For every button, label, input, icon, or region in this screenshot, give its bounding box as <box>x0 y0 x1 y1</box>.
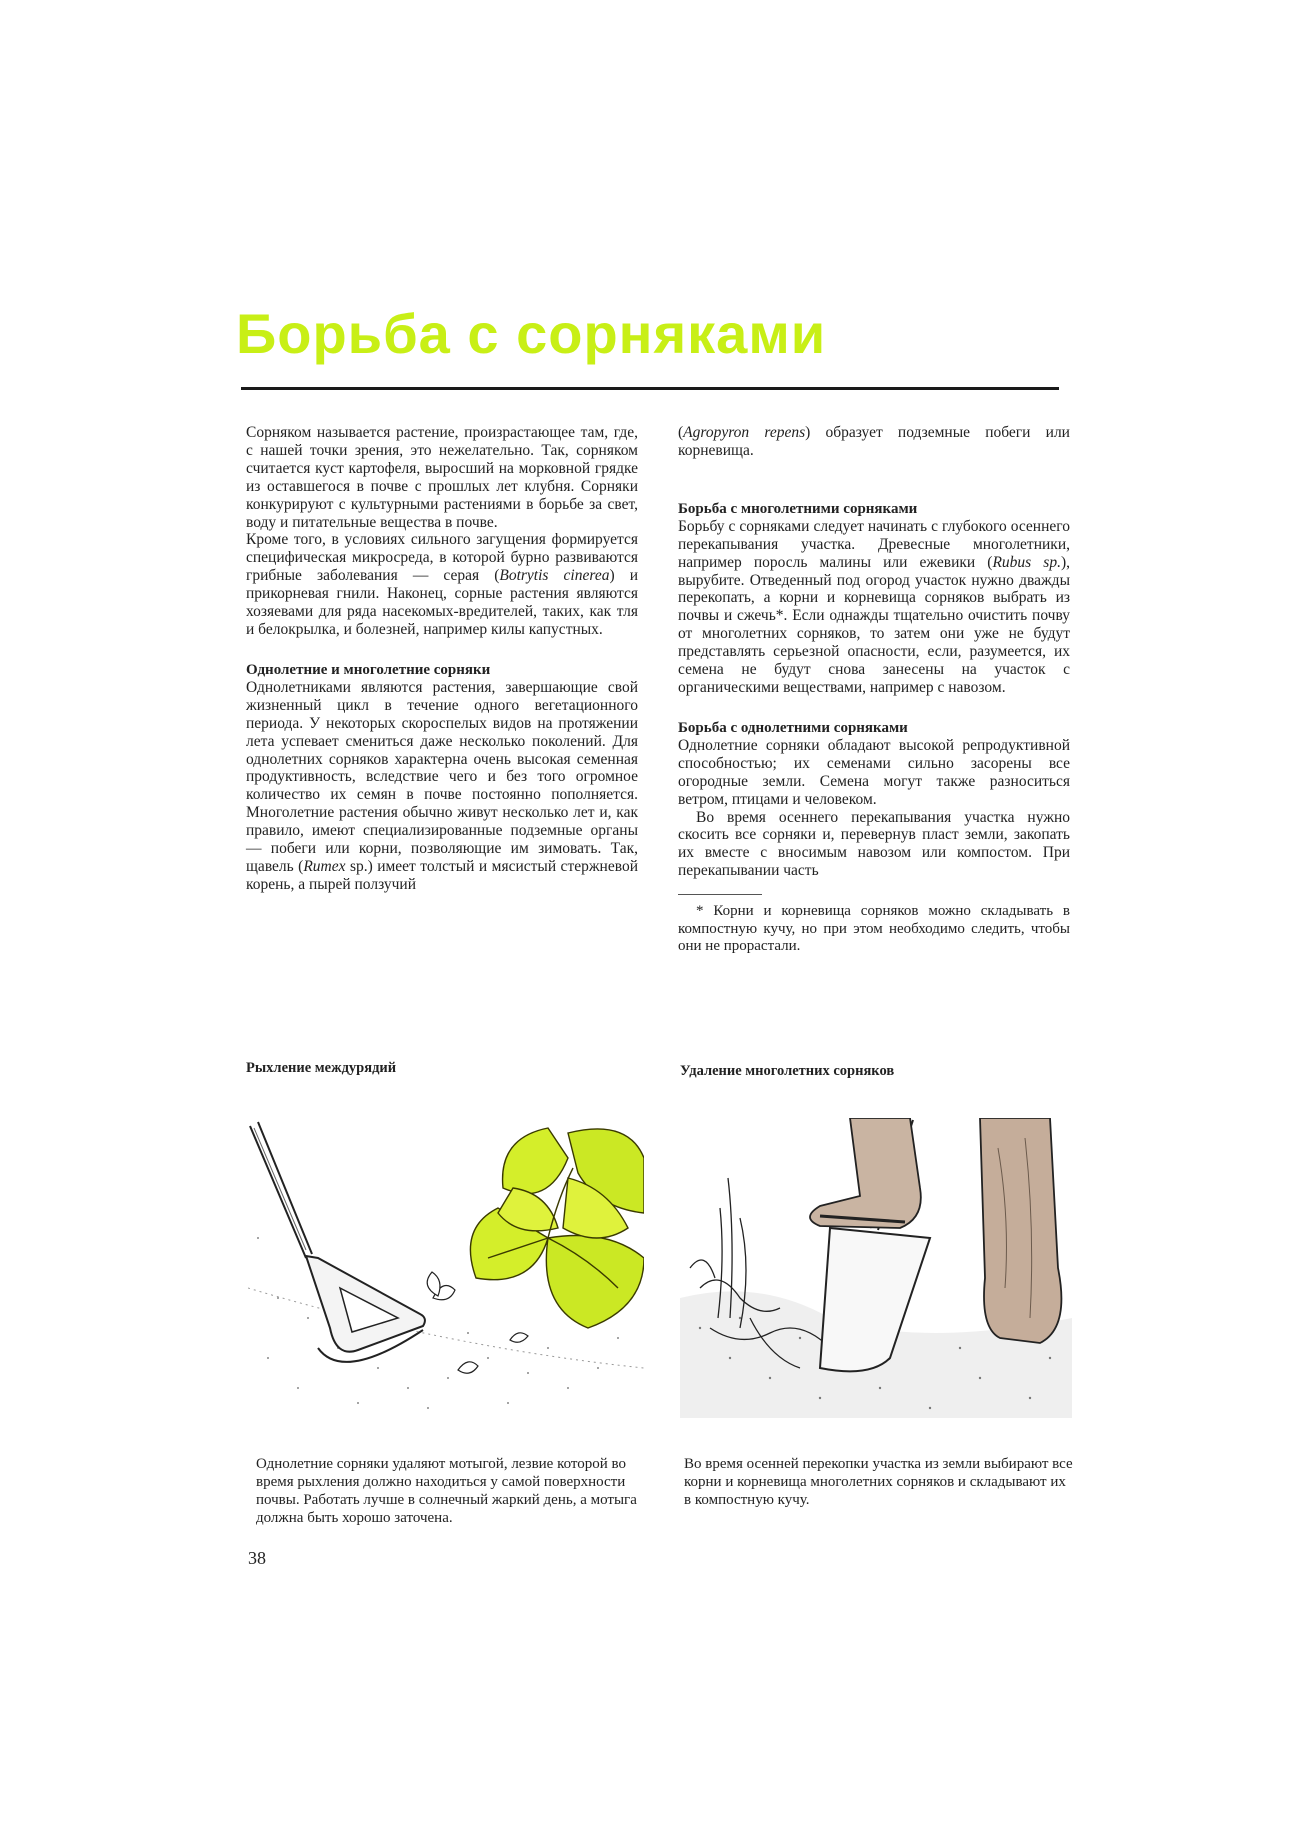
paragraph: Сорняком называется растение, произрастающее там, где, с нашей точки зрения, это нежелательно. Так, сорняком считается куст картофеля, выросший на морковной грядке из оставшегося в почве с прошлых лет клубня. Сорняки конкурируют с культурными растениями в борьбе за свет, воду и питательные вещества в почве. <box>246 424 638 531</box>
paragraph: (Agropyron repens) образует подземные побеги или корневища. <box>678 424 1070 459</box>
hoe-and-weeds-illustration-svg <box>248 1118 644 1418</box>
paragraph: Однолетние сорняки обладают высокой репродуктивной способностью; их семенами сильно засорены все огородные земли. Семена могут также разноситься ветром, птицами и человеком. <box>678 736 1070 808</box>
figure-title-left: Рыхление междурядий <box>246 1060 397 1076</box>
title-rule <box>241 387 1059 390</box>
figure-title-right: Удаление многолетних сорняков <box>680 1063 895 1079</box>
section-heading: Борьба с однолетними сорняками <box>678 719 908 736</box>
left-column <box>246 424 638 894</box>
section-heading: Борьба с многолетними сорняками <box>678 500 918 517</box>
boot-and-spade-illustration <box>680 1118 1072 1418</box>
paragraph: Борьбу с сорняками следует начинать с глубокого осеннего перекапывания участка. Древесные многолетники, например поросль малины или ежевики (Rubus sp.), вырубите. Отведенный под огород участок нужно дважды перекопать, а корни и корневища сорняков выбрать из почвы и сжечь*. Если однажды тщательно очистить почву от многолетних сорняков, то затем они уже не будут представлять серьезной опасности, если, разумеется, их семена не будут снова занесены на участок с органическими веществами, например с навозом. <box>678 517 1070 696</box>
hoe-and-weeds-illustration <box>248 1118 644 1418</box>
section-heading: Однолетние и многолетние сорняки <box>246 661 491 678</box>
footnote: * Корни и корневища сорняков можно складывать в компостную кучу, но при этом необходимо следить, чтобы они не прорастали. <box>678 903 1070 955</box>
boot-and-spade-illustration-svg <box>680 1118 1072 1418</box>
footnote-rule <box>678 894 762 895</box>
paragraph: Во время осеннего перекапывания участка нужно скосить все сорняки и, перевернув пласт земли, закопать их вместе с вносимым навозом или компостом. При перекапывании часть <box>678 808 1070 880</box>
figure-caption-right: Во время осенней перекопки участка из земли выбирают все корни и корневища многолетних сорняков и складывают их в компостную кучу. <box>684 1456 1073 1508</box>
figure-caption-left: Однолетние сорняки удаляют мотыгой, лезвие которой во время рыхления должно находиться у самой поверхности почвы. Работать лучше в солнечный жаркий день, а мотыга должна быть хорошо заточена. <box>256 1456 637 1526</box>
page-number: 38 <box>248 1548 266 1568</box>
paragraph: Однолетниками являются растения, завершающие свой жизненный цикл в течение одного вегетационного периода. У некоторых скороспелых видов на протяжении лета успевает смениться даже несколько поколений. Для однолетних сорняков характерна очень высокая семенная продуктивность, вследствие чего и без того огромное количество их семян в почве постоянно пополняется. Многолетние растения обычно живут несколько лет и, как правило, имеют специализированные подземные органы — побеги или корни, позволяющие им зимовать. Так, щавель (Rumex sp.) имеет толстый и мясистый стержневой корень, а пырей ползучий <box>246 678 638 893</box>
page-title: Борьба с сорняками <box>236 302 827 365</box>
right-column <box>678 424 1070 956</box>
paragraph: Кроме того, в условиях сильного загущения формируется специфическая микросреда, в которой бурно развиваются грибные заболевания — серая (Botrytis cinerea) и прикорневая гнили. Наконец, сорные растения являются хозяевами для ряда насекомых-вредителей, таких, как тля и белокрылка, и болезней, например килы капустных. <box>246 531 638 638</box>
